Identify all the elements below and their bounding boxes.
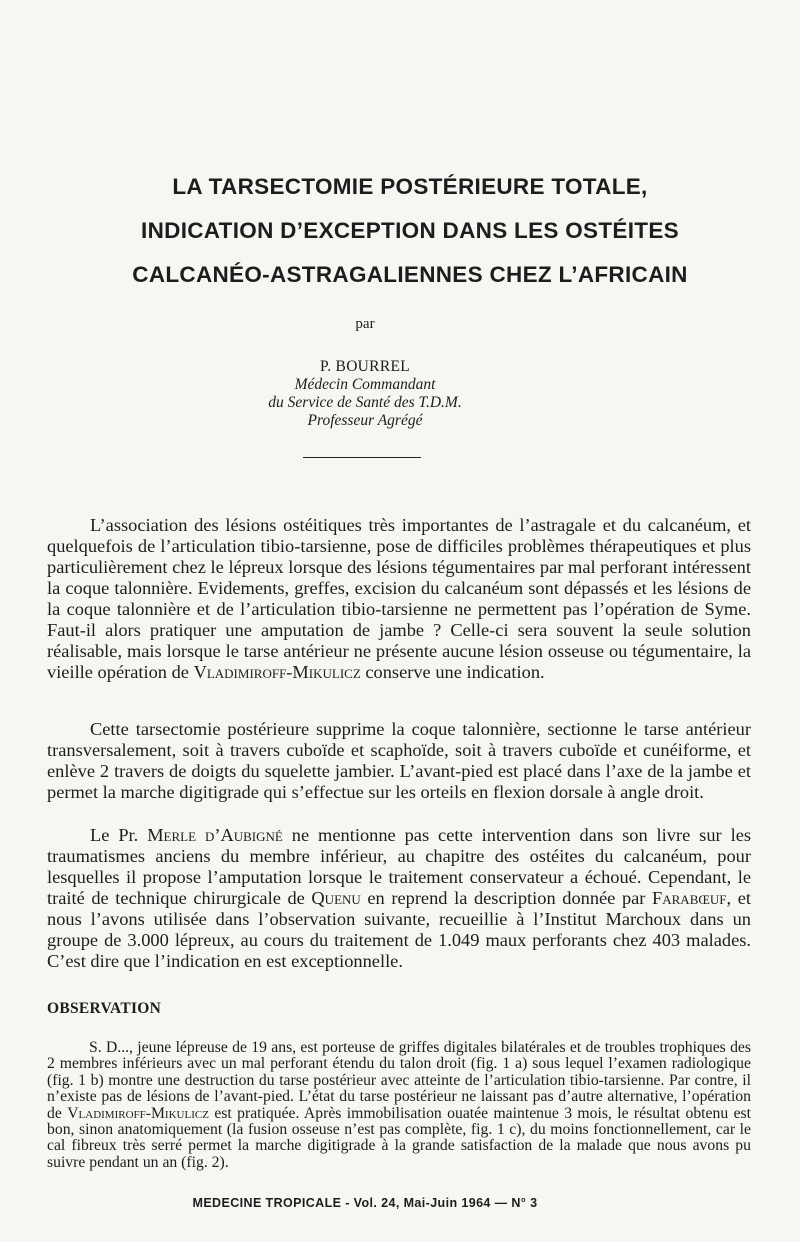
by-word: par bbox=[355, 316, 375, 332]
journal-footer: MEDECINE TROPICALE - Vol. 24, Mai-Juin 1964 — N° 3 bbox=[192, 1196, 538, 1210]
paragraph-3-text-c: en reprend la description donnée par bbox=[360, 888, 653, 908]
paragraph-1-text-a: L’association des lésions ostéitiques très importantes de l’astragale et du calcanéum, et quelquefois de l’articulation tibio-tarsienne, pose de difficiles problèmes thérapeutiques et plus particulièrement chez le lépreux lorsque des lésions tégumentaires par mal perforant intéressent la coque talonnière. Evidements, greffes, excision du calcanéum sont dépassés et les lésions de la coque talonnière et de l’articulation tibio-tarsienne ne permettent pas l’opération de Syme. Faut-il alors pratiquer une amputation de jambe ? Celle-ci sera souvent la seule solution réalisable, mais lorsque le tarse antérieur ne présente aucune lésion osseuse ou tégumentaire, la vieille opération de bbox=[47, 515, 751, 682]
title-line-3: CALCANÉO-ASTRAGALIENNES CHEZ L’AFRICAIN bbox=[132, 262, 688, 287]
paragraph-2: Cette tarsectomie postérieure supprime la coque talonnière, sectionne le tarse antérieur transversalement, soit à travers cuboïde et scaphoïde, soit à travers cuboïde et cunéiforme, et enlève 2 travers de doigts du squelette jambier. L’avant-pied est placé dans l’axe de la jambe et permet la marche digitigrade qui s’effectue sur les orteils en flexion dorsale à angle droit. bbox=[47, 719, 751, 802]
author-reference-2: Quenu bbox=[311, 888, 361, 908]
observation-text-b: est pratiquée. Après immobilisation ouatée maintenue 3 mois, le résultat obtenu est bon, sinon anatomiquement (la fusion osseuse n’est pas complète, fig. 1 c), du moins fonctionnellement, car le cal fibreux très serré permet la marche digitigrade à la grande satisfaction de la malade que nous avons pu suivre pendant un an (fig. 2). bbox=[47, 1104, 751, 1171]
surgeon-name-2: Vladimiroff-Mikulicz bbox=[67, 1104, 209, 1122]
author-service: du Service de Santé des T.D.M. bbox=[268, 394, 462, 411]
paragraph-3-text-b: ne mentionne pas cette intervention dans son livre sur les traumatismes anciens du membre inférieur, au chapitre des ostéites du calcanéum, pour lesquelles il propose l’amputation lorsque le traitement conservateur a échoué. Cependant, le traité de technique chirurgicale de bbox=[47, 825, 752, 908]
paragraph-1-text-b: conserve une indication. bbox=[360, 662, 545, 682]
separator-rule bbox=[303, 457, 421, 458]
title-line-2: INDICATION D’EXCEPTION DANS LES OSTÉITES bbox=[141, 218, 679, 243]
author-reference-1: Merle d’Aubigné bbox=[147, 825, 283, 845]
author-reference-3: Farabœuf bbox=[652, 888, 727, 908]
author-rank: Médecin Commandant bbox=[294, 376, 436, 393]
paragraph-1 bbox=[47, 515, 751, 683]
surgeon-name: Vladimiroff-Mikulicz bbox=[193, 662, 361, 682]
observation-paragraph bbox=[47, 1040, 751, 1171]
observation-text-a: S. D..., jeune lépreuse de 19 ans, est porteuse de griffes digitales bilatérales et de troubles trophiques des 2 membres inférieurs avec un mal perforant étendu du talon droit (fig. 1 a) sous lequel l’examen radiologique (fig. 1 b) montre une destruction du tarse postérieur avec atteinte de l’articulation tibio-tarsienne. Par contre, il n’existe pas de lésions de l’avant-pied. L’état du tarse postérieur ne laissant pas d’autre alternative, l’opération de bbox=[47, 1039, 751, 1122]
author-title: Professeur Agrégé bbox=[307, 412, 423, 429]
paragraph-3-text-a: Le Pr. bbox=[90, 825, 148, 845]
title-line-1: LA TARSECTOMIE POSTÉRIEURE TOTALE, bbox=[172, 174, 648, 199]
paragraph-3-text-d: , et nous l’avons utilisée dans l’observation suivante, recueillie à l’Institut Marchoux dans un groupe de 3.000 lépreux, au cours du traitement de 1.049 maux perforants chez 403 malades. C’est dire que l’indication en est exceptionnelle. bbox=[47, 888, 752, 971]
author-name: P. BOURREL bbox=[320, 358, 410, 375]
section-heading: OBSERVATION bbox=[47, 1000, 162, 1017]
paragraph-3 bbox=[47, 825, 751, 972]
